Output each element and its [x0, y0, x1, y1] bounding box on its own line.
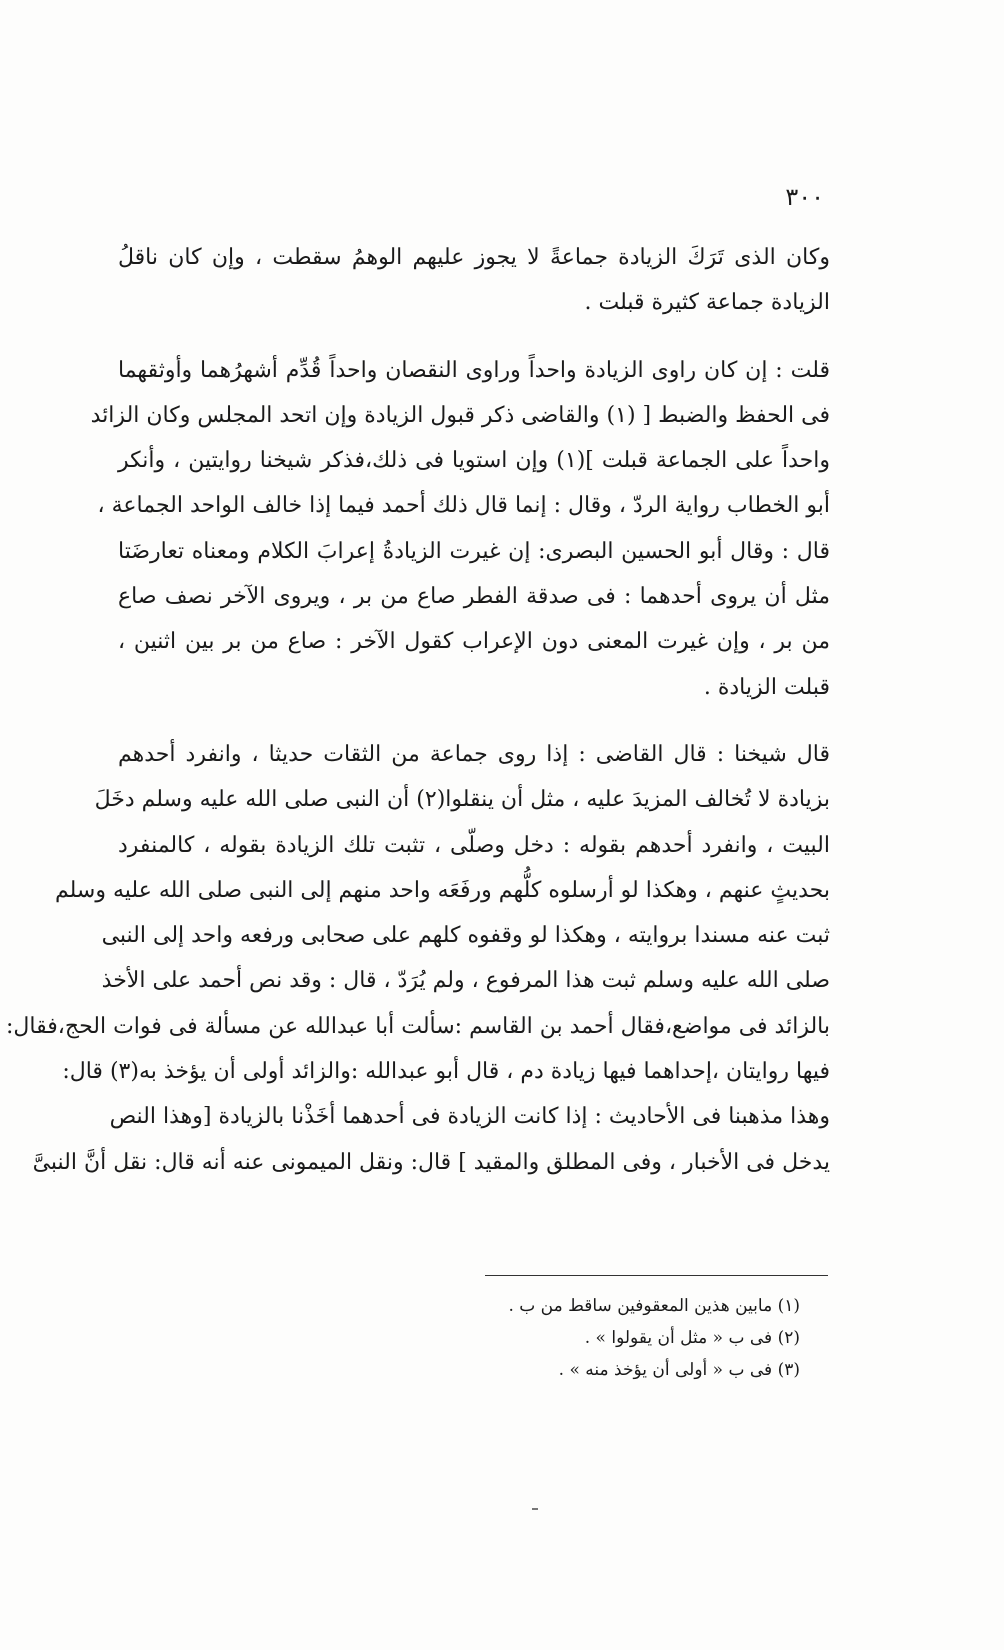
text-line: وهذا مذهبنا فى الأحاديث : إذا كانت الزيادة فى أحدهما أخَذْنا بالزيادة [وهذا النص	[109, 1104, 830, 1130]
footnote: (٢) فى ب « مثل أن يقولوا » .	[584, 1328, 800, 1348]
text-line: فى الحفظ والضبط [ (١) والقاضى ذكر قبول الزيادة وإن اتحد المجلس وكان الزائد	[90, 402, 830, 428]
paragraph-gap	[118, 710, 830, 732]
footnote: (١) مابين هذين المعقوفين ساقط من ب .	[508, 1296, 800, 1316]
scan-mark	[532, 1508, 538, 1510]
text-line: قلت : إن كان راوى الزيادة واحداً وراوى النقصان واحداً قُدِّم أشهرُهما وأوثقهما	[118, 357, 830, 383]
text-line: مثل أن يروى أحدهما : فى صدقة الفطر صاع من بر ، ويروى الآخر نصف صاع	[118, 584, 830, 610]
text-line: البيت ، وانفرد أحدهم بقوله : دخل وصلّى ، تثبت تلك الزيادة بقوله ، كالمنفرد	[118, 832, 830, 858]
text-line: قبلت الزيادة .	[703, 674, 830, 700]
page-number: ٣٠٠	[785, 183, 824, 211]
text-line: الزيادة جماعة كثيرة قبلت .	[584, 290, 830, 316]
text-line: صلى الله عليه وسلم ثبت هذا المرفوع ، ولم يُرَدّ ، قال : وقد نص أحمد على الأخذ	[101, 968, 830, 994]
text-line: أبو الخطاب رواية الردّ ، وقال : إنما قال ذلك أحمد فيما إذا خالف الواحد الجماعة ،	[97, 493, 830, 519]
paragraph	[90, 348, 830, 710]
paragraph-gap	[118, 326, 830, 348]
text-line: بالزائد فى مواضع،فقال أحمد بن القاسم :سألت أبا عبدالله عن مسألة فى فوات الحج،فقال:	[6, 1013, 830, 1039]
text-line: قال : وقال أبو الحسين البصرى: إن غيرت الزيادةُ إعرابَ الكلام ومعناه تعارضَتا	[118, 538, 830, 564]
footnote-divider	[485, 1275, 828, 1276]
paragraph	[6, 732, 830, 1185]
main-text	[6, 235, 830, 1185]
paragraph	[118, 235, 830, 326]
text-line: من بر ، وإن غيرت المعنى دون الإعراب كقول الآخر : صاع من بر بين اثنين ،	[118, 629, 830, 655]
footnotes	[300, 1290, 800, 1386]
text-line: فيها روايتان ،إحداهما فيها زيادة دم ، قال أبو عبدالله :والزائد أولى أن يؤخذ به(٣) قال:	[62, 1059, 830, 1085]
text-line: قال شيخنا : قال القاضى : إذا روى جماعة من الثقات حديثا ، وانفرد أحدهم	[118, 741, 830, 767]
footnote: (٣) فى ب « أولى أن يؤخذ منه » .	[558, 1360, 800, 1380]
text-line: بحديثٍ عنهم ، وهكذا لو أرسلوه كلُّهم ورفَعَه واحد منهم إلى النبى صلى الله عليه وسلم	[55, 877, 830, 903]
text-line: واحداً على الجماعة قبلت ](١) وإن استويا فى ذلك،فذكر شيخنا روايتين ، وأنكر	[118, 448, 830, 474]
text-line: يدخل فى الأخبار ، وفى المطلق والمقيد ] قال: ونقل الميمونى عنه أنه قال: نقل أنَّ النبىَّ	[32, 1149, 830, 1175]
text-line: ثبت عنه مسندا بروايته ، وهكذا لو وقفوه كلهم على صحابى ورفعه واحد إلى النبى	[101, 923, 830, 949]
text-line: بزيادة لا تُخالف المزيدَ عليه ، مثل أن ينقلوا(٢) أن النبى صلى الله عليه وسلم دخَلَ	[94, 787, 830, 813]
text-line: وكان الذى تَرَكَ الزيادة جماعةً لا يجوز عليهم الوهمُ سقطت ، وإن كان ناقلُ	[118, 245, 830, 270]
